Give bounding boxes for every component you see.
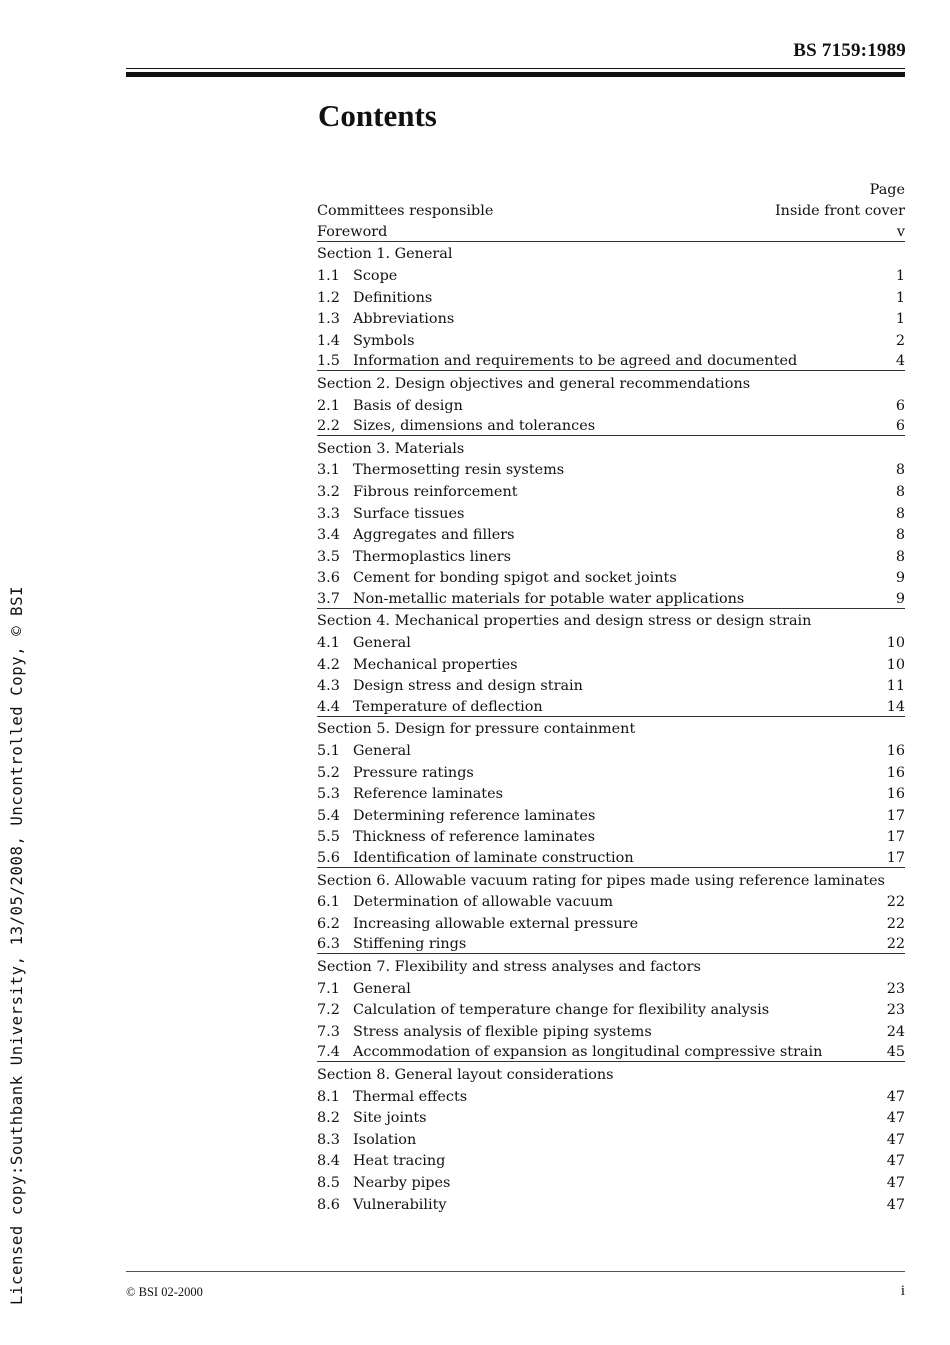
- toc-entry-number: 5.2: [317, 764, 340, 781]
- toc-entry-title: Mechanical properties: [353, 656, 518, 673]
- toc-entry-number: 7.2: [317, 1002, 340, 1019]
- page-label: Page: [869, 181, 905, 198]
- toc-entry-page: 22: [886, 894, 905, 911]
- toc-entry-title: Site joints: [353, 1110, 427, 1127]
- toc-entry-label: [317, 267, 397, 285]
- toc-entry-page: 22: [886, 936, 905, 953]
- toc-entry-number: 5.6: [317, 850, 340, 866]
- toc-entry-number: 4.3: [317, 678, 340, 695]
- toc-entry-page: 6: [895, 418, 905, 435]
- toc-entry: [317, 544, 905, 566]
- toc-entry-label: [317, 1131, 416, 1149]
- toc-section-heading: [317, 609, 905, 631]
- toc-entry-number: 8.2: [317, 1110, 340, 1127]
- toc-entry: [317, 1019, 905, 1041]
- toc-entry-page: 17: [886, 850, 905, 866]
- toc-entry-page: 1: [895, 267, 905, 284]
- toc-entry-title: Stiffening rings: [353, 936, 467, 953]
- section-title: Section 6. Allowable vacuum rating for pipes made using reference laminates: [317, 872, 885, 889]
- toc-entry: [317, 933, 905, 955]
- toc-entry: [317, 674, 905, 696]
- toc-entry-page: 10: [886, 635, 905, 652]
- toc-entry: [317, 328, 905, 350]
- toc-entry-label: [317, 1088, 467, 1106]
- toc-entry-page: 47: [886, 1088, 905, 1105]
- toc-entry-page: 47: [886, 1196, 905, 1213]
- toc-section-heading: [317, 717, 905, 739]
- toc-entry-title: Aggregates and fillers: [353, 527, 515, 544]
- toc-entry-title: Stress analysis of flexible piping systems: [353, 1023, 652, 1040]
- toc-entry-title: Determination of allowable vacuum: [353, 894, 613, 911]
- toc-entry-title: Surface tissues: [353, 505, 465, 522]
- toc-entry: [317, 976, 905, 998]
- toc-entry-label: [317, 590, 744, 608]
- toc-entry: [317, 199, 905, 221]
- toc-entry: [317, 695, 905, 717]
- toc-entry-title: Calculation of temperature change for flexibility analysis: [353, 1002, 770, 1019]
- toc-entry-page: 4: [895, 353, 905, 370]
- toc-entry: [317, 479, 905, 501]
- toc-entry-label: [317, 742, 411, 760]
- toc-entry-page: 23: [886, 980, 905, 997]
- toc-entry-label: [317, 397, 463, 415]
- section-title: Section 3. Materials: [317, 440, 465, 457]
- toc-entry-label: [317, 483, 518, 501]
- toc-entry-label: [317, 677, 583, 695]
- toc-entry-number: 1.3: [317, 311, 340, 328]
- toc-entry-page: 6: [895, 397, 905, 414]
- toc-entry-number: 3.3: [317, 505, 340, 522]
- toc-section-heading: [317, 868, 905, 890]
- toc-entry: [317, 911, 905, 933]
- toc-entry-title: Thermoplastics liners: [353, 548, 512, 565]
- section-title: Section 1. General: [317, 246, 453, 263]
- toc-entry-number: 7.3: [317, 1023, 340, 1040]
- toc-entry-number: 3.1: [317, 462, 340, 479]
- toc-entry-page: 8: [895, 462, 905, 479]
- toc-entry-page: 2: [895, 332, 905, 349]
- toc-entry: [317, 1149, 905, 1171]
- toc-entry-title: Fibrous reinforcement: [353, 483, 518, 500]
- toc-entry-number: 8.4: [317, 1153, 340, 1170]
- toc-entry-title: Isolation: [353, 1131, 417, 1148]
- toc-entry: [317, 566, 905, 588]
- toc-entry-title: Thermosetting resin systems: [353, 462, 565, 479]
- toc-entry-page: 8: [895, 483, 905, 500]
- toc-entry-page: 16: [886, 786, 905, 803]
- toc-entry: [317, 1084, 905, 1106]
- toc-entry-label: [317, 893, 613, 911]
- toc-entry-page: v: [896, 223, 905, 240]
- toc-entry-title: General: [353, 743, 411, 760]
- toc-entry-label: [317, 417, 595, 435]
- toc-entry-label: [317, 505, 464, 523]
- toc-entry: [317, 1170, 905, 1192]
- toc-entry-title: Vulnerability: [353, 1196, 447, 1213]
- license-watermark: Licensed copy:Southbank University, 13/05/2008, Uncontrolled Copy, © BSI: [8, 585, 26, 1305]
- toc-entry-title: Abbreviations: [353, 311, 455, 328]
- toc-entry-label: [317, 548, 511, 566]
- toc-entry-page: 17: [886, 829, 905, 846]
- toc-entry-title: Symbols: [353, 332, 415, 349]
- toc-entry: [317, 1127, 905, 1149]
- toc-section-heading: [317, 954, 905, 976]
- toc-entry-title: Thickness of reference laminates: [353, 829, 595, 846]
- toc-section-heading: [317, 436, 905, 458]
- section-title: Section 5. Design for pressure containment: [317, 721, 636, 738]
- toc-entry-page: 8: [895, 505, 905, 522]
- toc-entry-page: 9: [895, 590, 905, 607]
- toc-entry: [317, 760, 905, 782]
- toc-entry-title: Cement for bonding spigot and socket joints: [353, 570, 677, 587]
- toc-entry-page: 47: [886, 1110, 905, 1127]
- toc-entry: [317, 587, 905, 609]
- toc-entry-label: [317, 310, 454, 328]
- toc-entry-page: 16: [886, 764, 905, 781]
- toc-entry-number: 4.4: [317, 698, 340, 715]
- toc-entry-label: [317, 332, 415, 350]
- toc-entry-label: [317, 807, 595, 825]
- toc-entry-number: 1.2: [317, 289, 340, 306]
- toc-entry: [317, 890, 905, 912]
- toc-entry-number: 7.4: [317, 1044, 340, 1061]
- toc-entry-label: [317, 1152, 445, 1170]
- toc-entry-number: 6.2: [317, 915, 340, 932]
- toc-entry-label: [317, 656, 518, 674]
- toc-entry-label: [317, 785, 503, 803]
- toc-entry-label: [317, 1109, 427, 1127]
- toc-entry-title: Accommodation of expansion as longitudinal compressive strain: [353, 1044, 823, 1061]
- toc-entry: [317, 350, 905, 372]
- toc-entry-title: Sizes, dimensions and tolerances: [353, 418, 596, 435]
- toc-entry-label: [317, 764, 474, 782]
- toc-entry: [317, 501, 905, 523]
- toc-entry-title: Reference laminates: [353, 786, 503, 803]
- toc-entry-title: Committees responsible: [317, 203, 494, 220]
- toc-entry-title: Design stress and design strain: [353, 678, 583, 695]
- toc-entry: [317, 285, 905, 307]
- toc-entry: [317, 738, 905, 760]
- toc-entry-title: Increasing allowable external pressure: [353, 915, 639, 932]
- toc-entry-label: [317, 698, 543, 716]
- toc-entry-title: Identification of laminate construction: [353, 850, 634, 866]
- page-title: Contents: [318, 98, 437, 133]
- toc-entry-number: 4.2: [317, 656, 340, 673]
- toc-entry-label: [317, 569, 677, 587]
- toc-entry-number: 5.1: [317, 743, 340, 760]
- toc-entry-number: 8.1: [317, 1088, 340, 1105]
- toc-entry-label: [317, 1001, 769, 1019]
- toc-entry-title: Basis of design: [353, 397, 463, 414]
- toc-entry-title: General: [353, 980, 411, 997]
- toc-entry-number: 7.1: [317, 980, 340, 997]
- toc-entry-number: 3.6: [317, 570, 340, 587]
- toc-entry-label: [317, 634, 411, 652]
- toc-entry-title: General: [353, 635, 411, 652]
- toc-entry-title: Temperature of deflection: [353, 698, 543, 715]
- toc-entry: [317, 307, 905, 329]
- toc-entry-label: [317, 1043, 822, 1061]
- toc-entry: [317, 652, 905, 674]
- toc-entry-number: 6.1: [317, 894, 340, 911]
- section-title: Section 8. General layout considerations: [317, 1066, 614, 1083]
- toc-entry-number: 8.6: [317, 1196, 340, 1213]
- toc-entry: [317, 263, 905, 285]
- toc-entry: [317, 523, 905, 545]
- toc-entry: [317, 998, 905, 1020]
- toc-entry-page: 10: [886, 656, 905, 673]
- table-of-contents: [317, 177, 905, 1214]
- toc-entry-title: Non-metallic materials for potable water applications: [353, 590, 745, 607]
- toc-entry-number: 6.3: [317, 936, 340, 953]
- toc-entry-number: 3.4: [317, 527, 340, 544]
- toc-entry-page: Inside front cover: [775, 203, 905, 220]
- section-title: Section 4. Mechanical properties and design stress or design strain: [317, 613, 812, 630]
- toc-entry: [317, 458, 905, 480]
- toc-entry-page: 1: [895, 289, 905, 306]
- toc-entry-title: Thermal effects: [353, 1088, 468, 1105]
- toc-entry-number: 3.2: [317, 483, 340, 500]
- toc-entry-label: [317, 915, 638, 933]
- document-code: BS 7159:1989: [793, 40, 906, 61]
- toc-entry-page: 22: [886, 915, 905, 932]
- toc-entry-number: 1.5: [317, 353, 340, 370]
- section-title: Section 7. Flexibility and stress analyses and factors: [317, 958, 701, 975]
- toc-section-heading: [317, 242, 905, 264]
- toc-entry: [317, 846, 905, 868]
- toc-entry: [317, 803, 905, 825]
- toc-entry-page: 45: [886, 1044, 905, 1061]
- toc-section-heading: [317, 1062, 905, 1084]
- toc-entry-page: 14: [886, 698, 905, 715]
- toc-entry-title: Foreword: [317, 223, 388, 240]
- toc-entry: [317, 1192, 905, 1214]
- toc-entry-page: 47: [886, 1174, 905, 1191]
- toc-entry-label: [317, 352, 797, 370]
- toc-entry-title: Heat tracing: [353, 1153, 446, 1170]
- toc-entry-page: 23: [886, 1002, 905, 1019]
- toc-entry: [317, 220, 905, 242]
- toc-entry-label: [317, 526, 514, 544]
- toc-entry-title: Determining reference laminates: [353, 807, 596, 824]
- header-rule-thick: [126, 72, 905, 77]
- toc-entry: [317, 1106, 905, 1128]
- toc-entry-label: [317, 461, 564, 479]
- toc-entry: [317, 415, 905, 437]
- toc-entry-page: 47: [886, 1131, 905, 1148]
- toc-entry-page: 47: [886, 1153, 905, 1170]
- footer-page-number: i: [900, 1283, 905, 1299]
- toc-entry-page: 9: [895, 570, 905, 587]
- toc-entry-number: 3.7: [317, 590, 340, 607]
- toc-entry-number: 1.1: [317, 267, 340, 284]
- toc-entry-title: Nearby pipes: [353, 1174, 451, 1191]
- section-title: Section 2. Design objectives and general recommendations: [317, 375, 751, 392]
- toc-entry-number: 8.5: [317, 1174, 340, 1191]
- footer-rule: [126, 1271, 905, 1272]
- toc-entry-label: [317, 1174, 450, 1192]
- toc-entry-number: 2.1: [317, 397, 340, 414]
- toc-section-heading: [317, 371, 905, 393]
- toc-entry-number: 4.1: [317, 635, 340, 652]
- toc-entry-label: [317, 935, 466, 953]
- toc-entry-number: 3.5: [317, 548, 340, 565]
- header-rule-thin: [126, 68, 905, 69]
- toc-entry: [317, 825, 905, 847]
- toc-entry-number: 5.5: [317, 829, 340, 846]
- toc-entry-page: 24: [886, 1023, 905, 1040]
- toc-entry-label: [317, 1023, 652, 1041]
- page-column-heading: [317, 177, 905, 199]
- toc-entry-label: [317, 980, 411, 998]
- toc-entry-page: 16: [886, 743, 905, 760]
- toc-entry-page: 17: [886, 807, 905, 824]
- toc-entry-title: Pressure ratings: [353, 764, 474, 781]
- toc-entry-page: 8: [895, 527, 905, 544]
- toc-entry-page: 1: [895, 311, 905, 328]
- toc-entry-title: Information and requirements to be agreed and documented: [353, 353, 798, 370]
- toc-entry-number: 8.3: [317, 1131, 340, 1148]
- toc-entry-title: Scope: [353, 267, 398, 284]
- footer-copyright: © BSI 02-2000: [126, 1285, 203, 1299]
- toc-entry: [317, 630, 905, 652]
- toc-entry-number: 1.4: [317, 332, 340, 349]
- toc-entry-page: 8: [895, 548, 905, 565]
- toc-entry-number: 5.3: [317, 786, 340, 803]
- toc-entry: [317, 782, 905, 804]
- toc-entry: [317, 1041, 905, 1063]
- toc-entry-number: 2.2: [317, 418, 340, 435]
- toc-entry-label: [317, 828, 595, 846]
- toc-entry-number: 5.4: [317, 807, 340, 824]
- toc-entry-title: Definitions: [353, 289, 433, 306]
- toc-entry-label: [317, 289, 432, 307]
- toc-entry: [317, 393, 905, 415]
- toc-entry-label: [317, 849, 634, 867]
- toc-entry-label: [317, 1196, 447, 1214]
- toc-entry-page: 11: [886, 678, 905, 695]
